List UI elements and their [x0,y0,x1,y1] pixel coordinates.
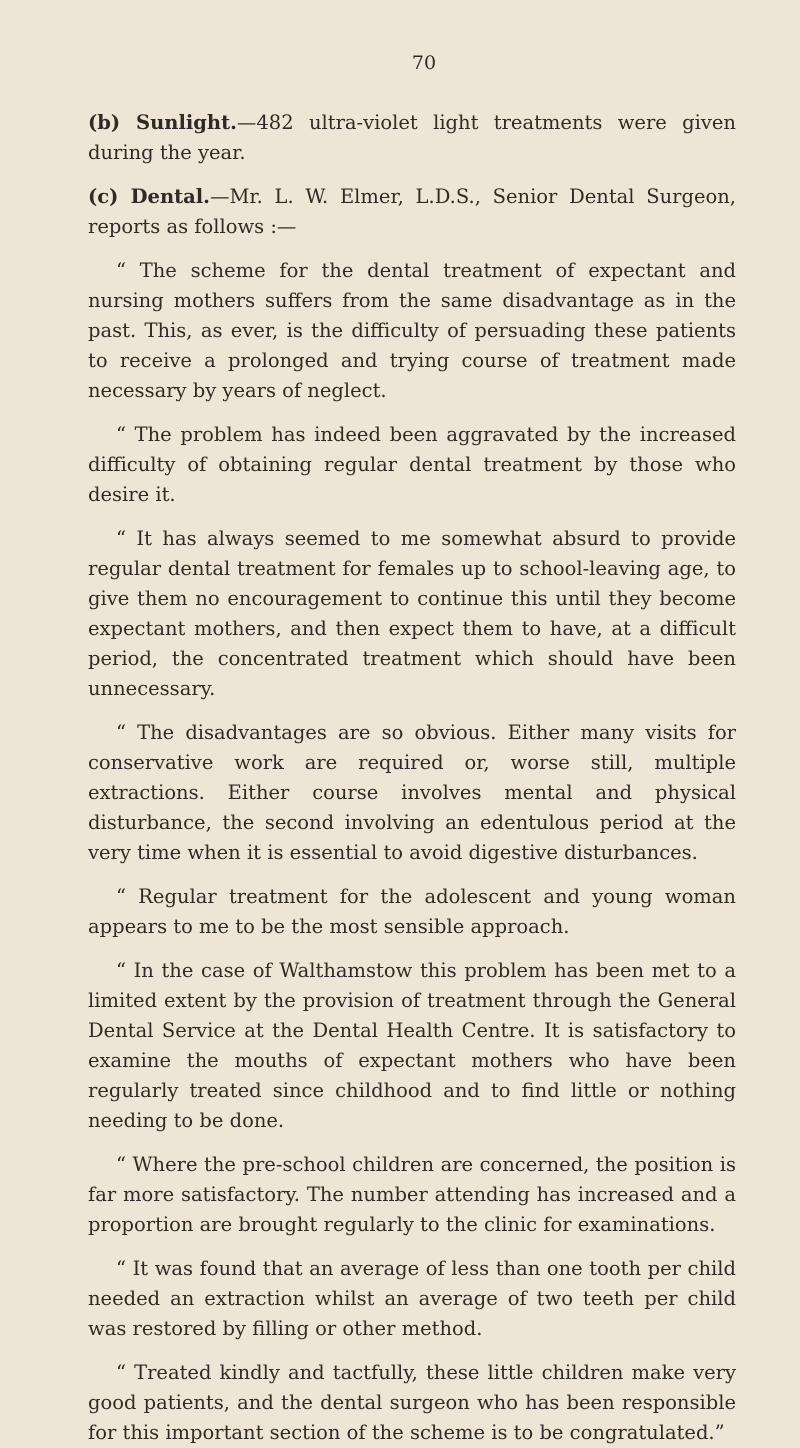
sunlight-heading: (b) Sunlight. [88,111,237,134]
paragraph-dental [88,182,736,242]
quote-paragraph-6: “ In the case of Walthamstow this problem has been met to a limited extent by the provision of treatment through the General Dental Service at the Dental Health Centre. It is satisfactory to examine the mouths of expectant mothers who have been regularly treated since childhood and to find little or nothing needing to be done. [88,959,736,1132]
paragraph-sunlight [88,108,736,168]
quote-paragraph-8: “ It was found that an average of less than one tooth per child needed an extraction whilst an average of two teeth per child was restored by filling or other method. [88,1257,736,1340]
quote-paragraph-9: “ Treated kindly and tactfully, these little children make very good patients, and the dental surgeon who has been responsible for this important section of the scheme is to be congratulated.” [88,1361,736,1444]
quote-paragraph-3: “ It has always seemed to me somewhat absurd to provide regular dental treatment for females up to school-leaving age, to give them no encouragement to continue this until they become expectant mothers, and then expect them to have, at a difficult period, the concentrated treatment which should have been unnecessary. [88,527,736,700]
quote-paragraph-2: “ The problem has indeed been aggravated by the increased difficulty of obtaining regular dental treatment by those who desire it. [88,423,736,506]
quote-paragraph-7: “ Where the pre-school children are concerned, the position is far more satisfactory. The number attending has increased and a proportion are brought regularly to the clinic for examinations. [88,1153,736,1236]
quote-paragraph-1: “ The scheme for the dental treatment of expectant and nursing mothers suffers from the same disadvantage as in the past. This, as ever, is the difficulty of persuading these patients to receive a prolonged and trying course of treatment made necessary by years of neglect. [88,259,736,402]
quote-paragraph-5: “ Regular treatment for the adolescent and young woman appears to me to be the most sensible approach. [88,885,736,938]
dental-heading: (c) Dental. [88,185,210,208]
dental-text: —Mr. L. W. Elmer, L.D.S., Senior Dental Surgeon, reports as follows :— [88,185,736,238]
quote-paragraph-4: “ The disadvantages are so obvious. Either many visits for conservative work are required or, worse still, multiple extractions. Either course involves mental and physical disturbance, the second involving an edentulous period at the very time when it is essential to avoid digestive disturbances. [88,721,736,864]
page-number: 70 [411,52,437,74]
sunlight-text: —482 ultra-violet light treatments were given during the year. [88,111,736,164]
